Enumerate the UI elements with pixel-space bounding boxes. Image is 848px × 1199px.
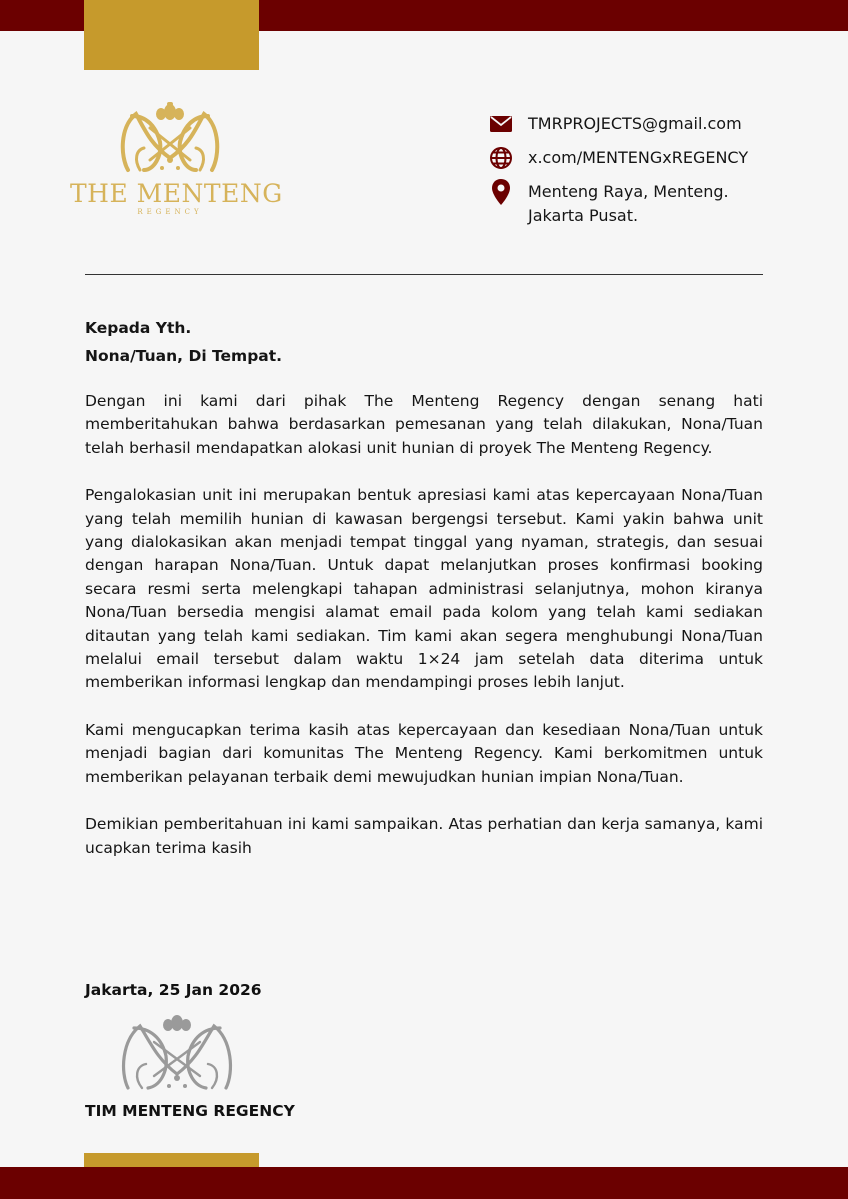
- logo-wordmark: THE MENTENG: [70, 179, 283, 208]
- top-gold-tab: [84, 0, 259, 70]
- contact-address-row: [488, 180, 778, 228]
- paragraph-3: Kami mengucapkan terima kasih atas kepercayaan dan kesediaan Nona/Tuan untuk menjadi bagian dari komunitas The Menteng Regency. Kami berkomitmen untuk memberikan pelayanan terbaik demi mewujudkan hunian impian Nona/Tuan.: [85, 720, 763, 786]
- greeting-line-1: Kepada Yth.: [85, 319, 192, 337]
- address-line-2: Jakarta Pusat.: [528, 206, 639, 225]
- contact-email-row: [488, 112, 778, 136]
- contact-info: [488, 112, 778, 238]
- header-divider: [85, 274, 763, 275]
- letter-date: Jakarta, 25 Jan 2026: [85, 981, 262, 999]
- letter-body: [85, 314, 763, 884]
- contact-website[interactable]: x.com/MENTENGxREGENCY: [528, 148, 749, 167]
- contact-address: [528, 180, 729, 228]
- bottom-maroon-band: [0, 1167, 848, 1199]
- contact-website-row: [488, 146, 778, 170]
- signatory-name: TIM MENTENG REGENCY: [85, 1102, 295, 1120]
- company-logo: [70, 98, 283, 222]
- paragraph-1: Dengan ini kami dari pihak The Menteng Regency dengan senang hati memberitahukan bahwa berdasarkan pemesanan yang telah dilakukan, Nona/Tuan telah berhasil mendapatkan alokasi unit hunian di proyek The Menteng Regency.: [85, 392, 763, 457]
- paragraph-2: Pengalokasian unit ini merupakan bentuk apresiasi kami atas kepercayaan Nona/Tuan yang telah memilih hunian di kawasan bergengsi tersebut. Kami yakin bahwa unit yang dialokasikan akan menjadi tempat tinggal yang nyaman, strategis, dan sesuai dengan harapan Nona/Tuan. Untuk dapat melanjutkan proses konfirmasi booking secara resmi serta melengkapi tahapan administrasi selanjutnya, mohon kiranya Nona/Tuan bersedia mengisi alamat email pada kolom yang telah kami sediakan ditautan yang telah kami sediakan. Tim kami akan segera menghubungi Nona/Tuan melalui email tersebut dalam waktu 1×24 jam setelah data diterima untuk memberikan informasi lengkap dan mendampingi proses lebih lanjut.: [85, 486, 763, 692]
- paragraph-4: Demikian pemberitahuan ini kami sampaikan. Atas perhatian dan kerja samanya, kami ucapkan terima kasih: [85, 815, 763, 857]
- greeting-line-2: Nona/Tuan, Di Tempat.: [85, 347, 283, 365]
- logo-subtitle: REGENCY: [137, 208, 203, 216]
- address-line-1: Menteng Raya, Menteng.: [528, 182, 729, 201]
- location-pin-icon: [488, 180, 514, 204]
- contact-email[interactable]: TMRPROJECTS@gmail.com: [528, 114, 742, 133]
- globe-icon: [488, 146, 514, 170]
- mail-icon: [488, 112, 514, 136]
- menteng-monogram-logo: [110, 98, 230, 178]
- signature-monogram: [116, 1010, 238, 1092]
